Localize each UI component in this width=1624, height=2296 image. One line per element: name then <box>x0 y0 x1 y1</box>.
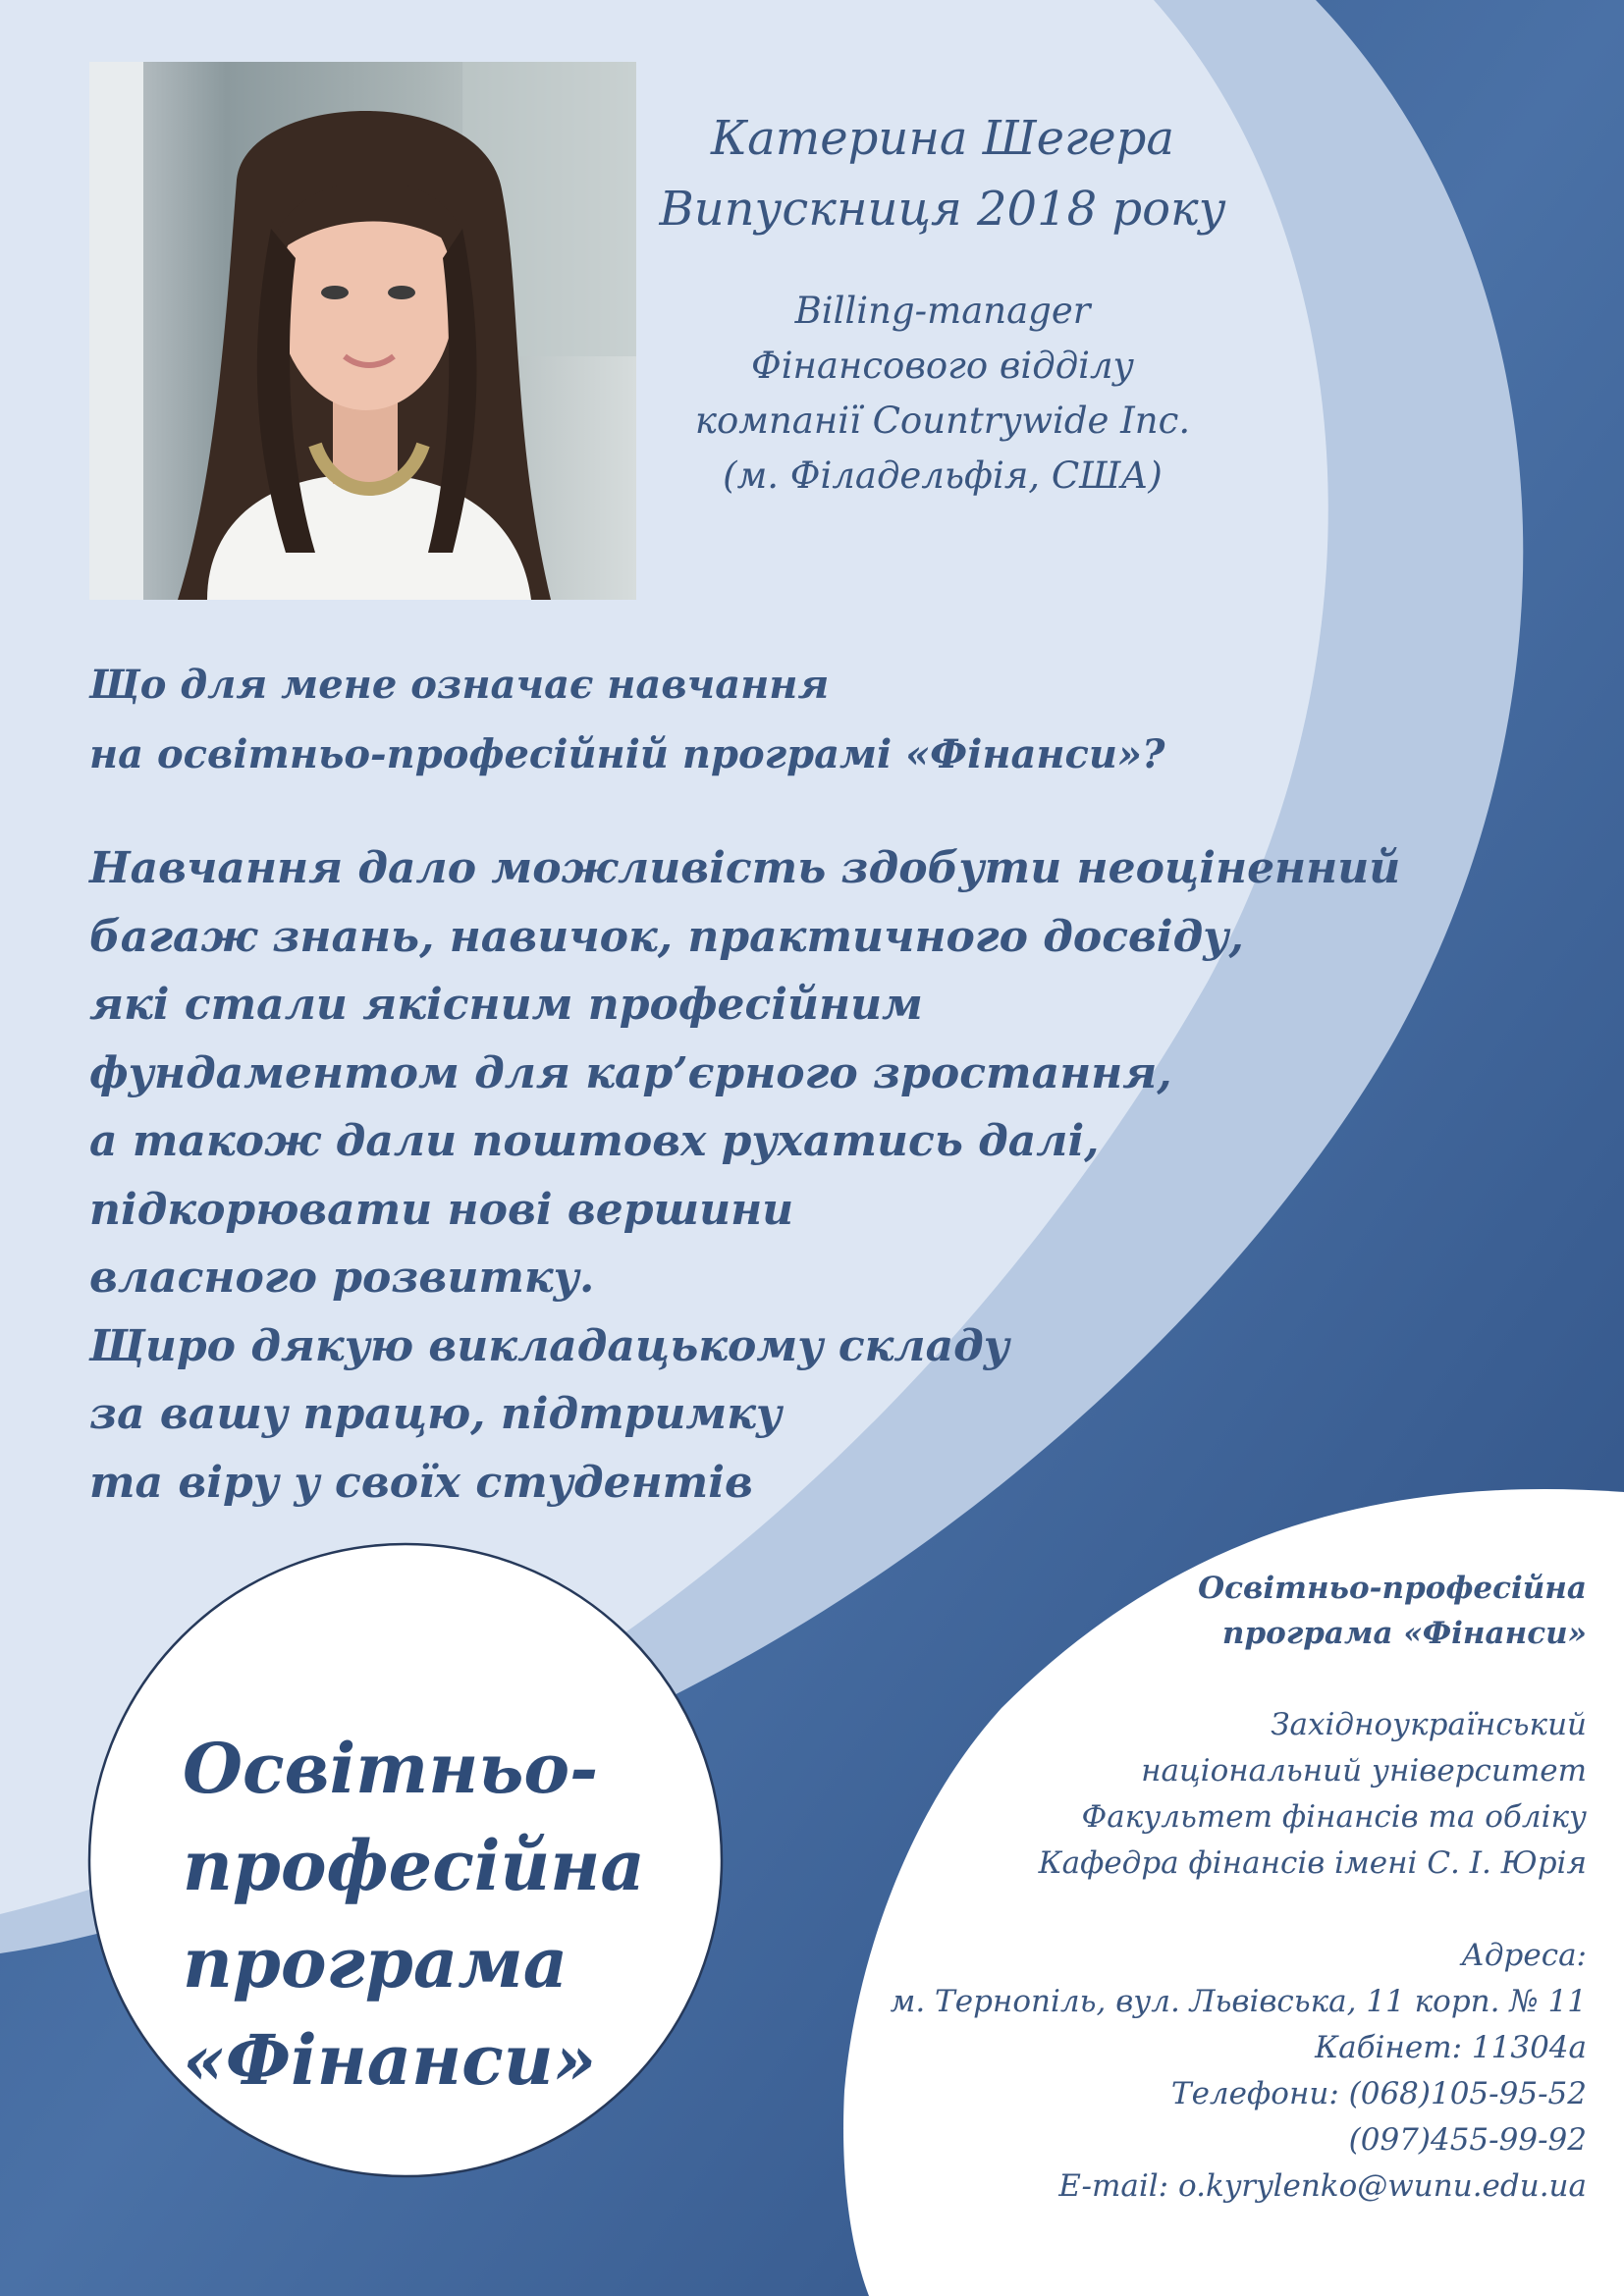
university-info <box>891 1702 1587 1887</box>
university-line: Факультет фінансів та обліку <box>1081 1799 1587 1835</box>
testimonial-line: власного розвитку. <box>89 1253 595 1303</box>
program-title-line: «Фінанси» <box>183 2019 597 2101</box>
program-name <box>891 1566 1587 1656</box>
contact-block <box>891 1566 1587 2210</box>
question-line: на освітньо-професійній програмі «Фінанси»? <box>89 731 1165 777</box>
testimonial-line: Навчання дало можливість здобути неоціненний <box>89 843 1401 893</box>
testimonial-line: за вашу працю, підтримку <box>89 1389 783 1439</box>
address-street: м. Тернопіль, вул. Львівська, 11 корп. № 11 <box>890 1984 1587 2019</box>
program-title-line: професійна <box>183 1825 645 1906</box>
graduate-header <box>628 103 1257 504</box>
graduate-photo <box>89 62 636 600</box>
testimonial-line: а також дали поштовх рухатись далі, <box>89 1116 1100 1166</box>
program-name-line: програма «Фінанси» <box>1221 1616 1587 1651</box>
program-title <box>183 1720 645 2109</box>
phone-1: Телефони: (068)105-95-52 <box>1170 2076 1587 2111</box>
graduate-role <box>628 284 1257 504</box>
graduation-year: Випускниця 2018 року <box>659 182 1226 237</box>
testimonial-line: які стали якісним професійним <box>89 980 923 1030</box>
question-heading <box>89 650 1164 789</box>
university-line: національний університет <box>1141 1753 1587 1789</box>
address-label: Адреса: <box>1461 1938 1587 1973</box>
testimonial-line: Щиро дякую викладацькому складу <box>89 1320 1010 1371</box>
university-line: Західноукраїнський <box>1271 1707 1587 1742</box>
role-line: Billing-manager <box>794 290 1091 332</box>
testimonial-line: та віру у своїх студентів <box>89 1457 753 1508</box>
program-title-line: програма <box>183 1922 568 2003</box>
program-name-line: Освітньо-професійна <box>1198 1571 1587 1606</box>
address-info <box>891 1933 1587 2210</box>
testimonial-line: підкорювати нові вершини <box>89 1184 794 1235</box>
testimonial-text <box>89 834 1400 1517</box>
testimonial-line: багаж знань, навичок, практичного досвіду, <box>89 911 1244 962</box>
office-number: Кабінет: 11304а <box>1315 2030 1587 2065</box>
program-title-line: Освітньо- <box>183 1728 599 1809</box>
testimonial-line: фундаментом для кар’єрного зростання, <box>89 1047 1172 1098</box>
email-address[interactable]: E-mail: o.kyrylenko@wunu.edu.ua <box>1058 2168 1587 2204</box>
role-line: Фінансового відділу <box>750 345 1135 387</box>
question-line: Що для мене означає навчання <box>89 662 830 708</box>
graduate-name: Катерина Шегера <box>710 111 1174 166</box>
role-line: (м. Філадельфія, США) <box>723 454 1163 497</box>
role-line: компанії Countrywide Inc. <box>694 400 1191 442</box>
phone-2: (097)455-99-92 <box>1348 2122 1587 2158</box>
university-line: Кафедра фінансів імені С. І. Юрія <box>1038 1845 1587 1881</box>
